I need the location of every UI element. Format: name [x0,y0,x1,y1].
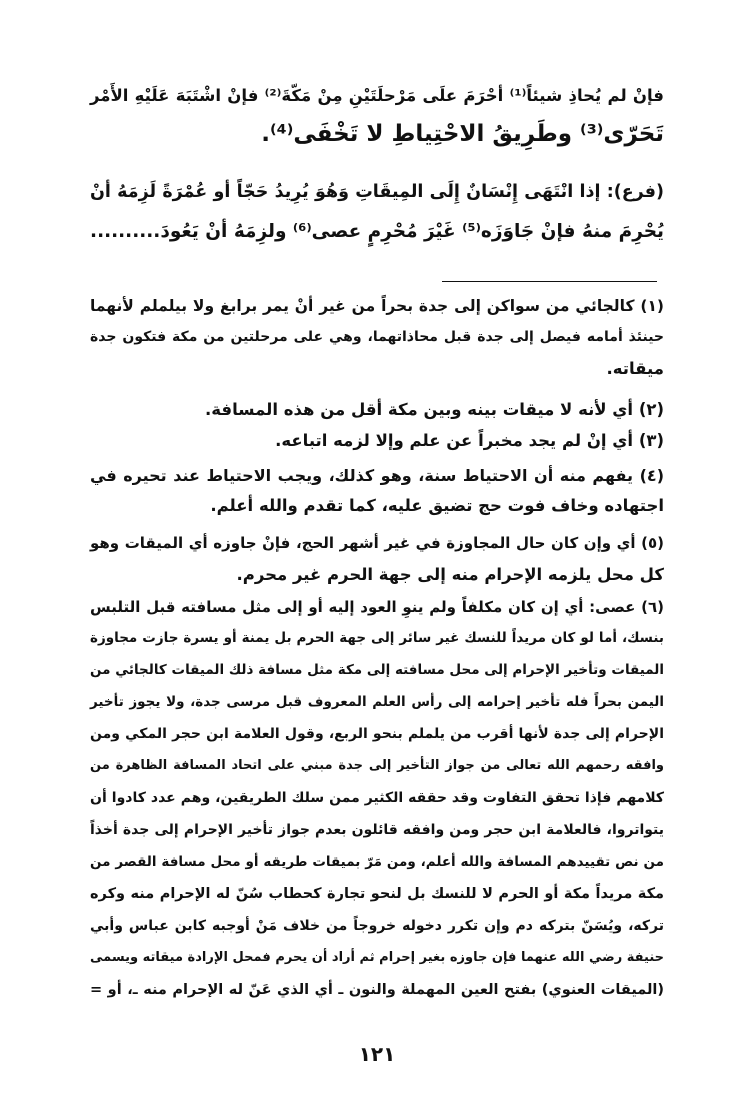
footnote-divider [442,281,657,282]
footnote-line: (٥) أي وإن كان حال المجاوزة في غير أشهر الحج، فإنْ جاوزه أي الميقات وهو [90,534,664,552]
footnote-line: ميقاته. [606,359,664,378]
footnote-line: حنيفة رضي الله عنهما فإن جاوزه بغير إحرام ثم أراد أن يحرم فمحل الإرادة ميقاته ويسمى [90,950,664,965]
footnote-line: مكة مريداً مكة أو الحرم لا للنسك بل لنحو تجارة كحطاب سُنّ له الإحرام منه وكره [90,886,664,902]
footnote-line: تركه، ويُسَنّ بتركه دم وإن تكرر دخوله خروجاً من خلاف مَنْ أوجبه كابن عباس وأبي [90,918,664,934]
page-number: ١٢١ [358,1042,396,1066]
footnote-line: الميقات وتأخير الإحرام إلى محل مسافته إلى مكة مثل مسافة ذلك الميقات كالجائي من [90,662,664,678]
footnote-line: اجتهاده وخاف فوت حج تضيق عليه، كما تقدم والله أعلم. [210,496,664,515]
footnote-line: يتواتروا، فالعلامة ابن حجر ومن وافقه قائلون بعدم جواز تأخير الإحرام إلى جدة أخذاً [90,822,664,838]
footnote-line: (الميقات العنوي) بفتح العين المهملة والنون ـ أي الذي عَنّ له الإحرام منه ـ، أو = [90,982,664,998]
footnote-line: (٣) أي إنْ لم يجد مخبراً عن علم وإلا لزمه اتباعه. [275,431,664,450]
main-text-line: فإنْ لم يُحاذِ شيئاً⁽¹⁾ أحْرَمَ علَى مَرْحلَتَيْنِ مِنْ مَكّةَ⁽²⁾ فإنْ اشْتَبَهَ عَلَيْهِ الأَمْر [90,86,664,105]
footnote-line: كلامهم فإذا تحقق التفاوت وقد حققه الكثير ممن سلك الطريقين، وهم عدد كادوا أن [90,790,664,806]
footnote-line: من نص تقييدهم المسافة والله أعلم، ومن مَرّ بميقات طريقه أو محل مسافة القصر من [90,854,664,870]
footnote-line: وافقه رحمهم الله تعالى من جواز التأخير إلى جدة مبني على اتحاد المسافة الظاهرة من [90,758,664,773]
footnote-line: (١) كالجائي من سواكن إلى جدة بحراً من غير أنْ يمر برابغ ولا بيلملم لأنهما [90,297,664,315]
footnote-line: (٢) أي لأنه لا ميقات بينه وبين مكة أقل من هذه المسافة. [205,400,664,419]
main-text-line: (فرع): إذا انْتَهَى إِنْسَانٌ إِلَى المِيقَاتِ وَهُوَ يُرِيدُ حَجّاً أو عُمْرَةً لَزِمَهُ أنْ [90,182,664,202]
footnote-line: (٦) عصى: أي إن كان مكلفاً ولم ينوِ العود إليه أو إلى مثل مسافته قبل التلبس [90,598,664,616]
footnote-line: الإحرام إلى جدة لأنها أقرب من يلملم بنحو الربع، وقول العلامة ابن حجر المكي ومن [90,726,664,742]
footnote-line: اليمن بحراً فله تأخير إحرامه إلى رأس العلم المعروف قبل مرسى جدة، ولا يجوز تأخير [90,694,664,710]
main-text-line: يُحْرِمَ منهُ فإنْ جَاوَزَه⁽⁵⁾ غَيْرَ مُحْرِمٍ عصى⁽⁶⁾ ولزِمَهُ أنْ يَعُودَ.......... [90,221,664,242]
main-text-line: تَحَرّى⁽³⁾ وطَرِيقُ الاحْتِياطِ لا تَخْفَى⁽⁴⁾. [261,121,664,147]
footnote-line: كل محل يلزمه الإحرام منه إلى جهة الحرم غير محرم. [236,565,664,584]
footnote-line: بنسك، أما لو كان مريداً للنسك غير سائر إلى جهة الحرم بل يمنة أو يسرة جازت مجاوزة [90,630,664,646]
footnote-line: حينئذ أمامه فيصل إلى جدة قبل محاذاتهما، وهي على مرحلتين من مكة فتكون جدة [90,329,664,345]
footnote-line: (٤) يفهم منه أن الاحتياط سنة، وهو كذلك، ويجب الاحتياط عند تحيره في [90,466,664,485]
